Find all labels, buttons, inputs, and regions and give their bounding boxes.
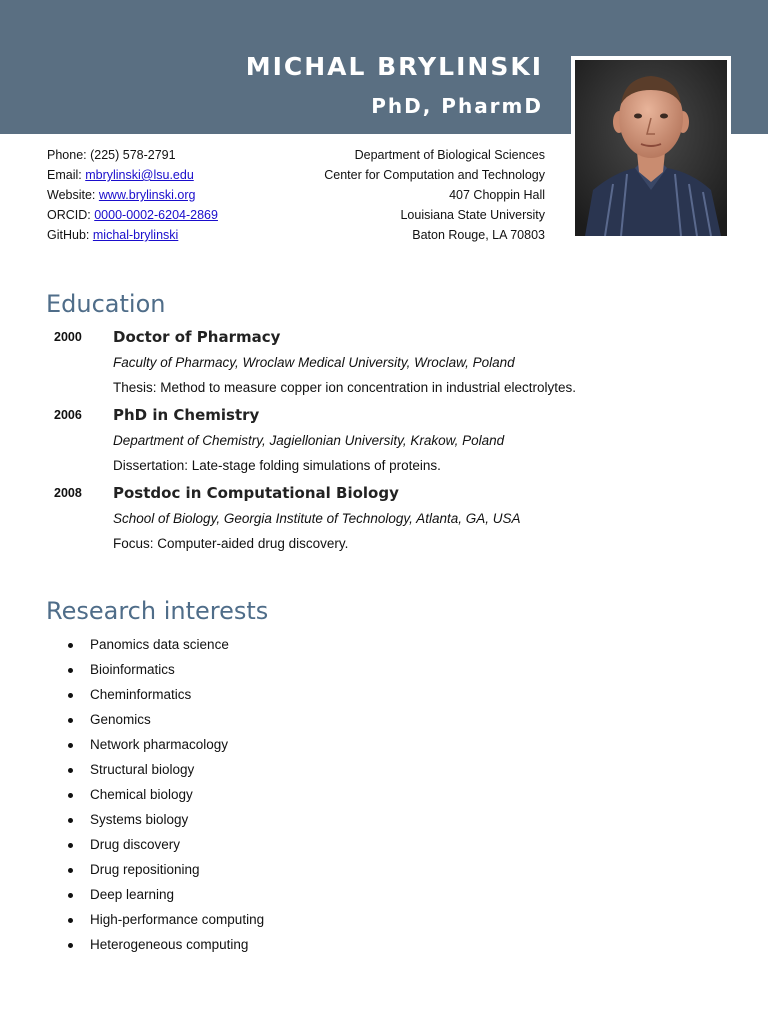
email-label: Email: (47, 168, 82, 182)
education-year: 2006 (54, 408, 82, 422)
address-block (324, 145, 545, 245)
email-link[interactable]: mbrylinski@lsu.edu (85, 168, 194, 182)
research-heading: Research interests (46, 597, 269, 625)
phone-label: Phone: (47, 148, 87, 162)
person-name: MICHAL BRYLINSKI (245, 52, 543, 81)
address-line-2: Center for Computation and Technology (324, 168, 545, 182)
address-line-5: Baton Rouge, LA 70803 (412, 228, 545, 242)
list-item: Cheminformatics (68, 686, 264, 711)
education-institution: School of Biology, Georgia Institute of Technology, Atlanta, GA, USA (113, 511, 521, 526)
github-line (47, 225, 218, 245)
list-item: Drug repositioning (68, 861, 264, 886)
list-item: Bioinformatics (68, 661, 264, 686)
orcid-link[interactable]: 0000-0002-6204-2869 (94, 208, 218, 222)
website-line (47, 185, 218, 205)
github-link[interactable]: michal-brylinski (92, 228, 179, 242)
list-item: Systems biology (68, 811, 264, 836)
list-item: Network pharmacology (68, 736, 264, 761)
address-line-4: Louisiana State University (400, 208, 545, 222)
orcid-label: ORCID: (47, 208, 91, 222)
list-item: Drug discovery (68, 836, 264, 861)
education-degree: Doctor of Pharmacy (113, 328, 281, 346)
education-degree: Postdoc in Computational Biology (113, 484, 399, 502)
education-institution: Department of Chemistry, Jagiellonian University, Krakow, Poland (113, 433, 505, 448)
education-note: Dissertation: Late-stage folding simulations of proteins. (113, 458, 441, 473)
address-line-1: Department of Biological Sciences (354, 148, 545, 162)
list-item: Heterogeneous computing (68, 936, 264, 961)
research-interests-list (68, 636, 264, 961)
list-item: High-performance computing (68, 911, 264, 936)
education-note: Thesis: Method to measure copper ion concentration in industrial electrolytes. (113, 380, 576, 395)
website-link[interactable]: www.brylinski.org (98, 188, 196, 202)
list-item: Genomics (68, 711, 264, 736)
credentials: PhD, PharmD (371, 94, 543, 118)
phone-line (47, 145, 218, 165)
list-item: Structural biology (68, 761, 264, 786)
contact-details (47, 145, 218, 245)
education-degree: PhD in Chemistry (113, 406, 260, 424)
phone-number: (225) 578-2791 (90, 148, 176, 162)
website-label: Website: (47, 188, 96, 202)
profile-photo (571, 56, 731, 240)
portrait-image (575, 60, 727, 236)
list-item: Panomics data science (68, 636, 264, 661)
github-label: GitHub: (47, 228, 90, 242)
education-year: 2008 (54, 486, 82, 500)
address-line-3: 407 Choppin Hall (449, 188, 545, 202)
list-item: Chemical biology (68, 786, 264, 811)
education-institution: Faculty of Pharmacy, Wroclaw Medical University, Wroclaw, Poland (113, 355, 515, 370)
list-item: Deep learning (68, 886, 264, 911)
education-year: 2000 (54, 330, 82, 344)
education-heading: Education (46, 290, 166, 318)
orcid-line (47, 205, 218, 225)
email-line (47, 165, 218, 185)
education-note: Focus: Computer-aided drug discovery. (113, 536, 349, 551)
